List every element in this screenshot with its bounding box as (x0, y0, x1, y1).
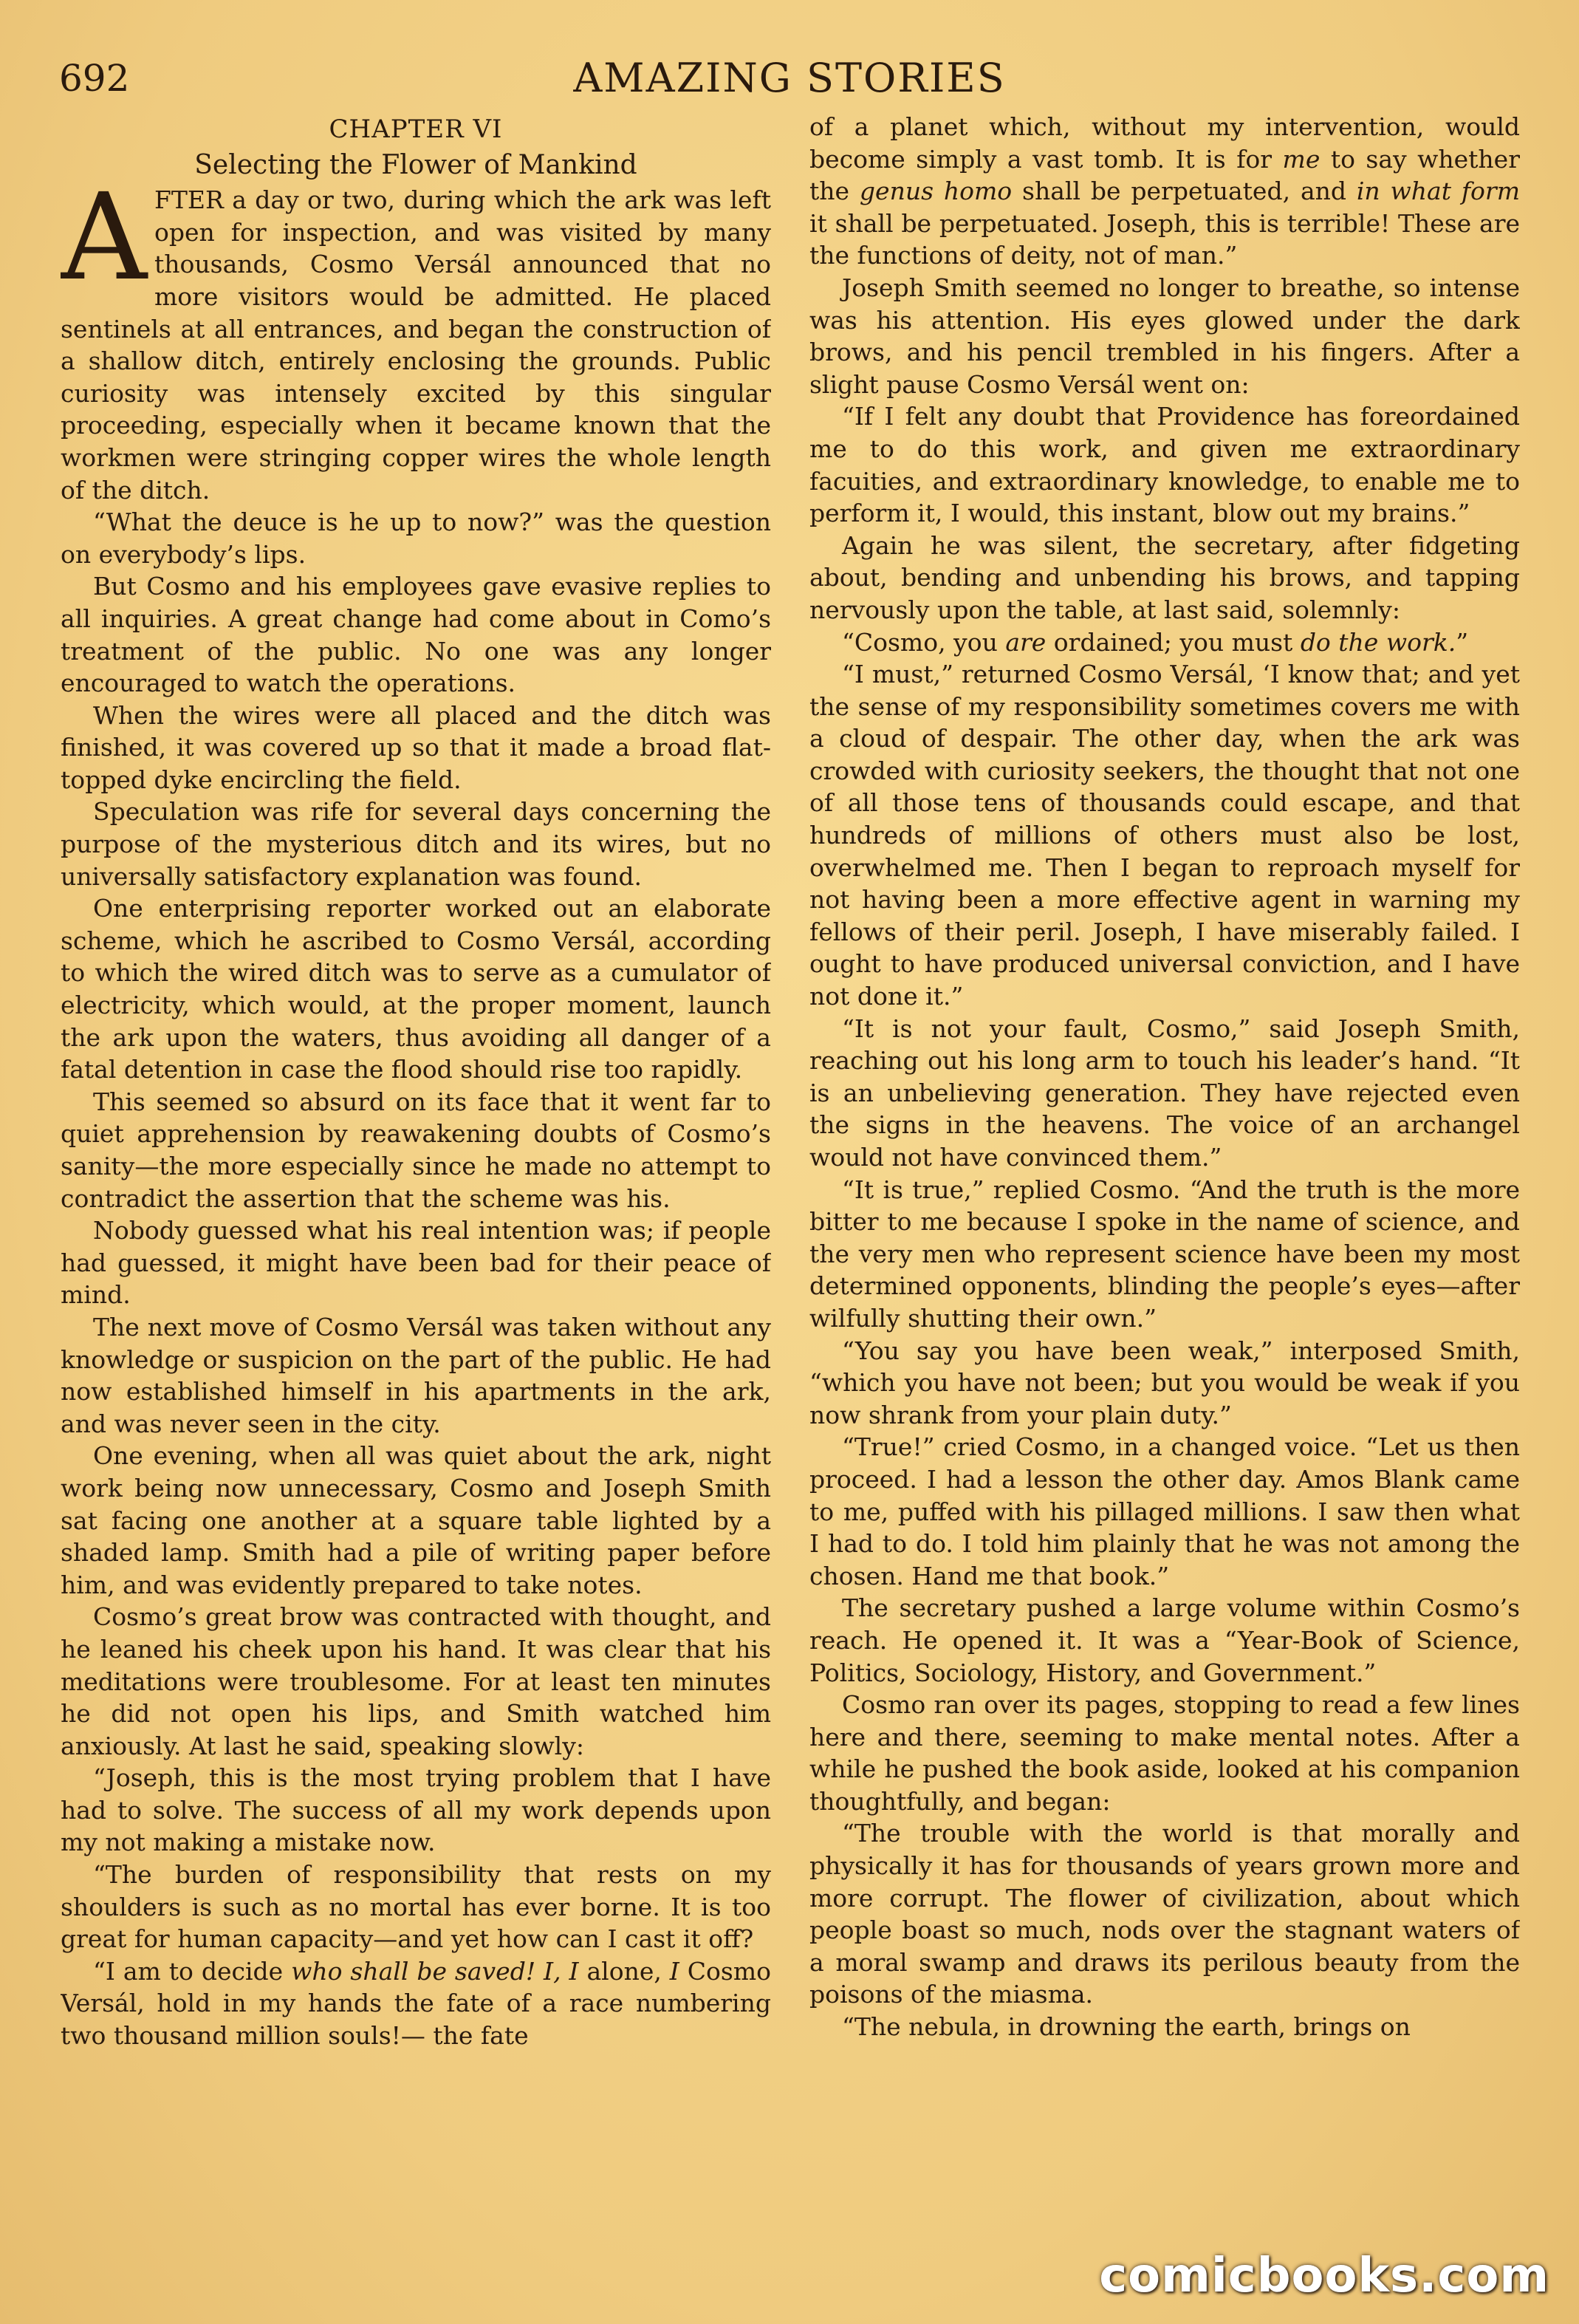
paragraph: Cosmo’s great brow was contracted with thought, and he leaned his cheek upon his hand. It was clear that his meditations were troublesome. For at least ten minutes he did not open his lips, and Smith watched him anxiously. At last he said, speaking slowly: (61, 1602, 771, 1760)
chapter-number: CHAPTER VI (329, 115, 503, 144)
paragraph: “What the deuce is he up to now?” was the question on everybody’s lips. (61, 507, 771, 569)
paragraph: “The trouble with the world is that morally and physically it has for thousands of years grown more and more corrupt. The flower of civilization, about which people boast so much, nods over the stagnant waters of a moral swamp and draws its perilous beauty from the poisons of the miasma. (809, 1819, 1520, 2009)
paragraph: The next move of Cosmo Versál was taken without any knowledge or suspicion on the part of the public. He had now established himself in his apartments in the ark, and was never seen in the city. (61, 1312, 771, 1438)
paragraph: One evening, when all was quiet about the ark, night work being now unnecessary, Cosmo and Joseph Smith sat facing one another at a square table lighted by a shaded lamp. Smith had a pile of writing paper before him, and was evidently prepared to take notes. (61, 1441, 771, 1599)
paragraph: AFTER a day or two, during which the ark was left open for inspection, and was visited by many thousands, Cosmo Versál announced that no more visitors would be admitted. He placed sentinels at all entrances, and began the construction of a shallow ditch, entirely enclosing the grounds. Public curiosity was intensely excited by this singular proceeding, especially when it became known that the workmen were stringing copper wires the whole length of the ditch. (61, 168, 771, 505)
paragraph: Cosmo ran over its pages, stopping to read a few lines here and there, seeming to make mental notes. After a while he pushed the book aside, looked at his companion thoughtfully, and began: (809, 1690, 1520, 1816)
paragraph: “Cosmo, you are ordained; you must do the work.” (842, 627, 1469, 657)
paragraph: Speculation was rife for several days concerning the purpose of the mysterious ditch and its wires, but no universally satisfactory explanation was found. (61, 797, 771, 891)
paragraph: The secretary pushed a large volume within Cosmo’s reach. He opened it. It was a “Year-Book of Science, Politics, Sociology, History, and Government.” (809, 1593, 1520, 1687)
paragraph: When the wires were all placed and the ditch was finished, it was covered up so that it made a broad flat-topped dyke encircling the field. (61, 700, 771, 794)
paragraph: Nobody guessed what his real intention was; if people had guessed, it might have been bad for their peace of mind. (61, 1216, 771, 1310)
drop-cap: A (61, 168, 147, 308)
paragraph: “If I felt any doubt that Providence has foreordained me to do this work, and given me extraordinary facuities, and extraordinary knowledge, to enable me to perform it, I would, this instant, blow out my brains.” (809, 402, 1520, 528)
paragraph: Joseph Smith seemed no longer to breathe, so intense was his attention. His eyes glowed under the dark brows, and his pencil trembled in his fingers. After a slight pause Cosmo Versál went on: (809, 273, 1520, 399)
paragraph: “True!” cried Cosmo, in a changed voice. “Let us then proceed. I had a lesson the other day. Amos Blank came to me, puffed with his pillaged millions. I saw then what I had to do. I told him plainly that he was not among the chosen. Hand me that book.” (809, 1432, 1520, 1590)
watermark: comicbooks.com (1099, 2249, 1549, 2303)
paragraph: “It is true,” replied Cosmo. “And the truth is the more bitter to me because I spoke in the name of science, and the very men who represent science have been my most determined opponents, blinding the people’s eyes—after wilfully shutting their own.” (809, 1175, 1520, 1333)
paragraph: “You say you have been weak,” interposed Smith, “which you have not been; but you would be weak if you now shrank from your plain duty.” (809, 1336, 1520, 1429)
paragraph: This seemed so absurd on its face that it went far to quiet apprehension by reawakening doubts of Cosmo’s sanity—the more especially since he made no attempt to contradict the assertion that the scheme was his. (61, 1087, 771, 1213)
page-number: 692 (59, 57, 130, 100)
paragraph: “I am to decide who shall be saved! I, I alone, I Cosmo Versál, hold in my hands the fate of a race numbering two thousand million souls!— the fate (61, 1956, 771, 2051)
paragraph: One enterprising reporter worked out an elaborate scheme, which he ascribed to Cosmo Versál, according to which the wired ditch was to serve as a cumulator of electricity, which would, at the proper moment, launch the ark upon the waters, thus avoiding all danger of a fatal detention in case the flood should rise too rapidly. (61, 894, 771, 1084)
page-header (59, 49, 1520, 108)
paragraph: of a planet which, without my intervention, would become simply a vast tomb. It is for me to say whether the genus homo shall be perpetuated, and in what form it shall be perpetuated. Joseph, this is terrible! These are the functions of deity, not of man.” (809, 112, 1520, 270)
paragraph: But Cosmo and his employees gave evasive replies to all inquiries. A great change had come about in Como’s treatment of the public. No one was any longer encouraged to watch the operations. (61, 572, 771, 698)
paragraph: “The nebula, in drowning the earth, brings on (842, 2012, 1411, 2042)
paragraph: “The burden of responsibility that rests on my shoulders is such as no mortal has ever borne. It is too great for human capacity—and yet how can I cast it off? (61, 1860, 771, 1954)
chapter-title: Selecting the Flower of Mankind (194, 149, 637, 180)
paragraph: “I must,” returned Cosmo Versál, ‘I know that; and yet the sense of my responsibility sometimes covers me with a cloud of despair. The other day, when the ark was crowded with curiosity seekers, the thought that not one of all those tens of thousands could escape, and that hundreds of millions of others must also be lost, overwhelmed me. Then I began to reproach myself for not having been a more effective agent in warning my fellows of their peril. Joseph, I have miserably failed. I ought to have produced universal conviction, and I have not done it.” (809, 660, 1520, 1011)
left-column (61, 111, 771, 2280)
paragraph: “Joseph, this is the most trying problem that I have had to solve. The success of all my work depends upon my not making a mistake now. (61, 1763, 771, 1857)
running-title: AMAZING STORIES (573, 55, 1006, 101)
paragraph: “It is not your fault, Cosmo,” said Joseph Smith, reaching out his long arm to touch his leader’s hand. “It is an unbelieving generation. They have rejected even the signs in the heavens. The voice of an archangel would not have convinced them.” (809, 1014, 1520, 1172)
right-column (809, 111, 1520, 2280)
paragraph: Again he was silent, the secretary, after fidgeting about, bending and unbending his brows, and tapping nervously upon the table, at last said, solemnly: (809, 530, 1520, 624)
